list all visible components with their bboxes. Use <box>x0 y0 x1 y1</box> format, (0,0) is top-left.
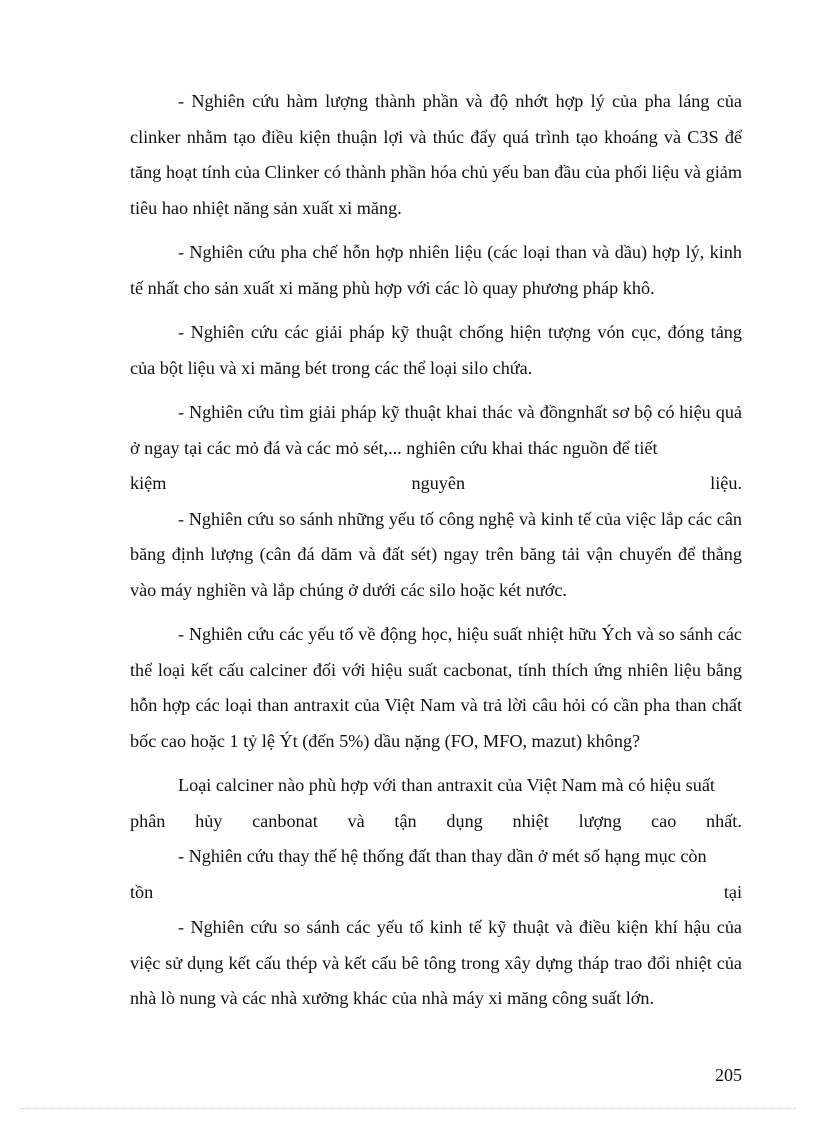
spread-word: nhiệt <box>512 810 549 831</box>
spread-word: hủy <box>195 810 223 831</box>
footer-divider <box>20 1108 796 1109</box>
paragraph-anti-caking: - Nghiên cứu các giải pháp kỹ thuật chống hiện tượng vón cục, đóng tảng của bột liệu và xi măng bét trong các thể loại silo chứa. <box>130 322 742 378</box>
paragraph-steel-vs-concrete: - Nghiên cứu so sánh các yếu tố kinh tế kỹ thuật và điều kiện khí hậu của việc sử dụng kết cấu thép và kết cấu bê tông trong xây dựng tháp trao đổi nhiệt của nhà lò nung và các nhà xưởng khác của nhà máy xi măng công suất lớn. <box>130 917 742 1008</box>
paragraph-calciner-choice-text: Loại calciner nào phù hợp với than antraxit của Việt Nam mà có hiệu suất <box>178 775 715 795</box>
spread-line-remaining <box>130 875 742 911</box>
spread-word: tại <box>723 881 742 902</box>
spread-word: canbonat <box>252 810 318 831</box>
spread-line-decomposition <box>130 804 742 840</box>
spread-line-resource <box>130 466 742 502</box>
spread-word: cao <box>651 810 677 831</box>
spread-word: phân <box>130 810 166 831</box>
paragraph-coal-system <box>130 839 742 910</box>
spread-word: liệu. <box>710 473 742 493</box>
paragraph-quarry-homogenization <box>130 395 742 502</box>
paragraph-fuel-mixture: - Nghiên cứu pha chế hỗn hợp nhiên liệu (các loại than và dầu) hợp lý, kinh tế nhất cho sản xuất xi măng phù hợp với các lò quay phương pháp khô. <box>130 242 742 298</box>
spread-word: nhất. <box>706 810 742 831</box>
spread-word: nguyên <box>411 473 466 493</box>
spread-word: dụng <box>446 810 483 831</box>
spread-word: tận <box>394 810 417 831</box>
spread-word: kiệm <box>130 473 167 493</box>
spread-word: tồn <box>130 881 154 902</box>
paragraph-coal-system-text: - Nghiên cứu thay thế hệ thống đất than thay dần ở mét số hạng mục còn <box>178 846 707 866</box>
paragraph-calciner-kinetics: - Nghiên cứu các yếu tố về động học, hiệu suất nhiệt hữu Ých và so sánh các thể loại kết cấu calciner đối với hiệu suất cacbonat, tính thích ứng nhiên liệu bằng hỗn hợp các loại than antraxit của Việt Nam và trả lời câu hỏi có cần pha than chất bốc cao hoặc 1 tỷ lệ Ýt (đến 5%) dầu nặng (FO, MFO, mazut) không? <box>130 624 742 751</box>
paragraph-calciner-choice <box>130 768 742 839</box>
paragraph-weigh-feeders: - Nghiên cứu so sánh những yếu tố công nghệ và kinh tế của việc lắp các cân băng định lượng (cân đá dăm và đất sét) ngay trên băng tải vận chuyển để thẳng vào máy nghiền và lắp chúng ở dưới các silo hoặc két nước. <box>130 508 742 600</box>
spread-word: lượng <box>578 810 622 831</box>
paragraph-clinker-liquid-phase: - Nghiên cứu hàm lượng thành phần và độ nhớt hợp lý của pha láng của clinker nhằm tạo điều kiện thuận lợi và thúc đẩy quá trình tạo khoáng và C3S để tăng hoạt tính của Clinker có thành phần hóa chủ yếu ban đầu của phối liệu và giảm tiêu hao nhiệt năng sản xuất xi măng. <box>130 91 742 218</box>
spread-word: và <box>347 810 365 831</box>
page-number: 205 <box>715 1065 742 1085</box>
document-body <box>130 84 742 1017</box>
paragraph-quarry-text: - Nghiên cứu tìm giải pháp kỹ thuật khai thác và đồngnhất sơ bộ có hiệu quả ở ngay tại các mỏ đá và các mỏ sét,... nghiên cứu khai thác nguồn để tiết <box>130 402 742 458</box>
